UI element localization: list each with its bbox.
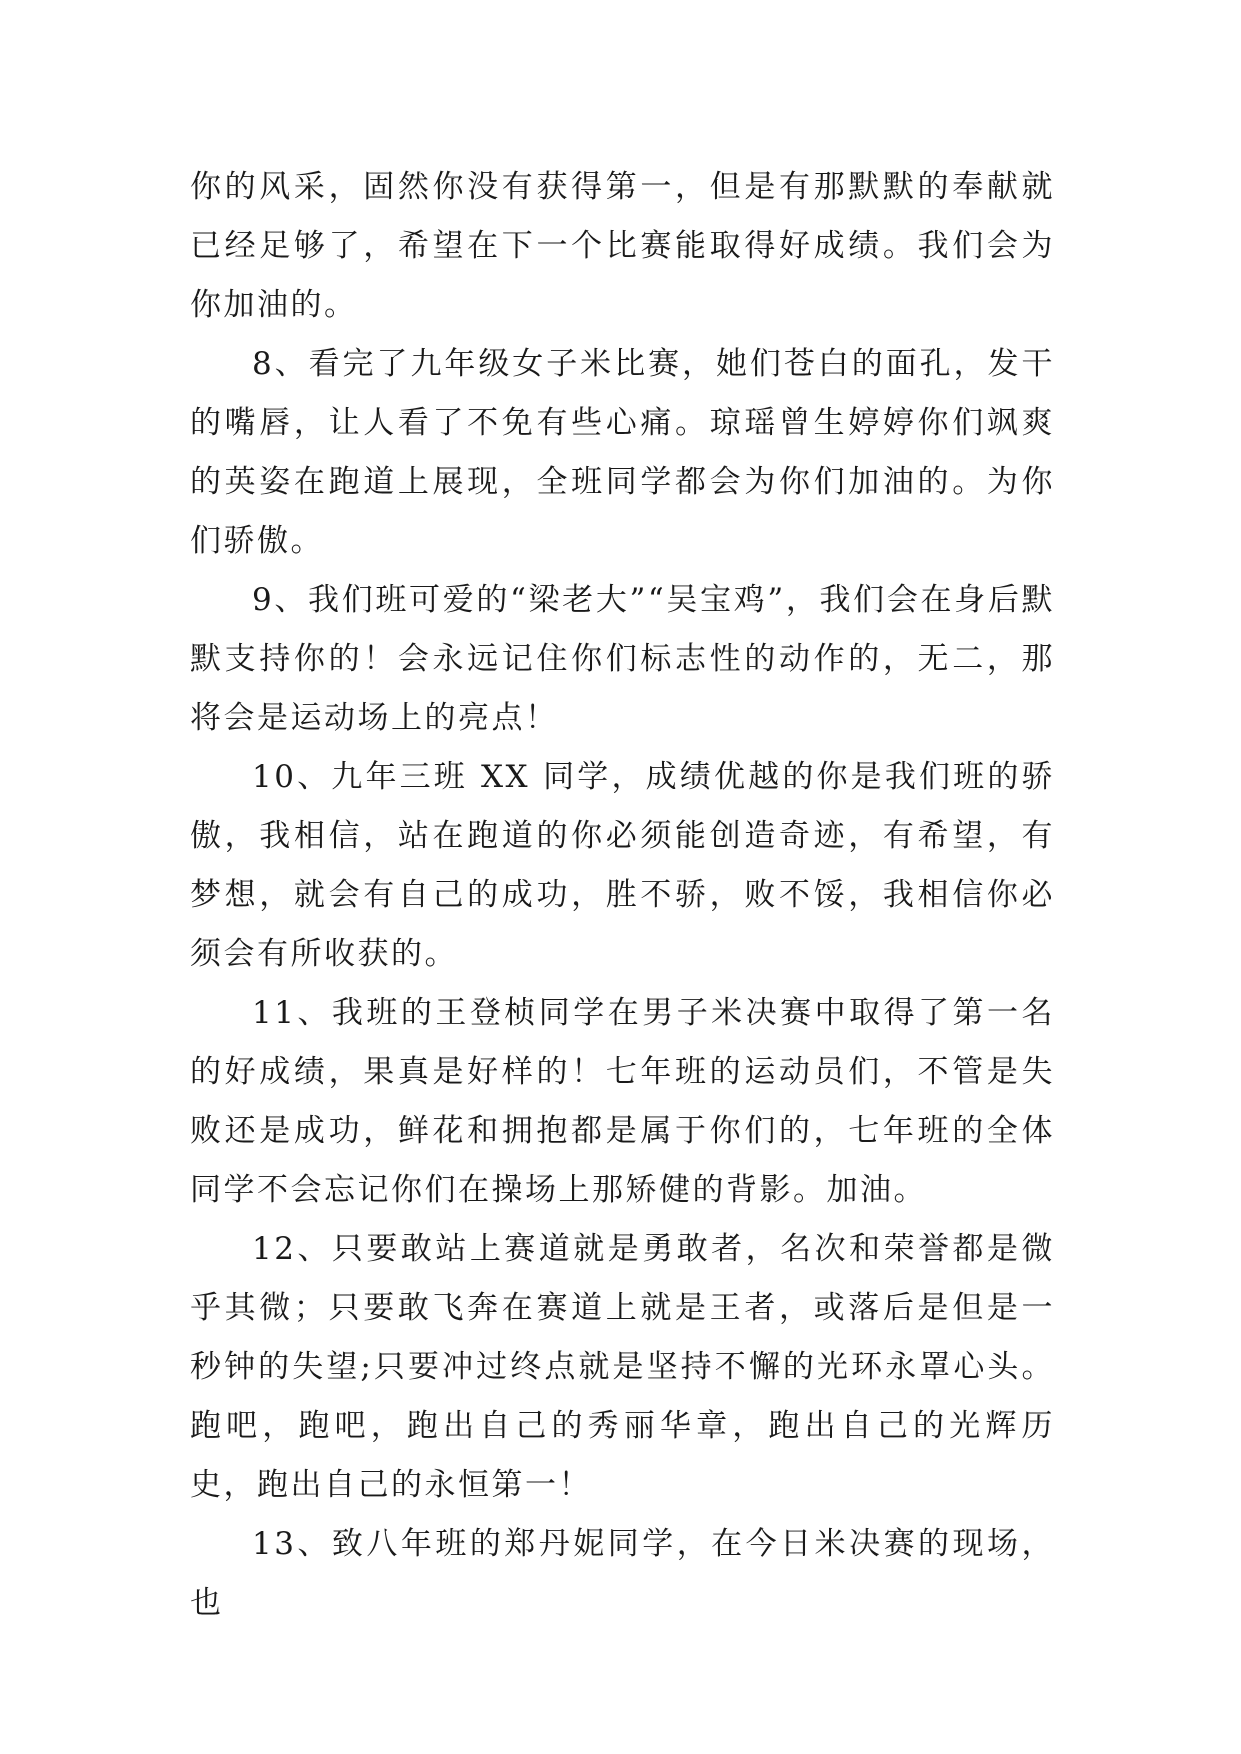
paragraph-9: 9、我们班可爱的“梁老大”“吴宝鸡”，我们会在身后默默支持你的！会永远记住你们标志性的动作的，无二，那将会是运动场上的亮点！ [190,582,1055,736]
paragraph-continued: 你的风采，固然你没有获得第一，但是有那默默的奉献就已经足够了，希望在下一个比赛能取得好成绩。我们会为你加油的。 [190,169,1055,323]
paragraph-11: 11、我班的王登桢同学在男子米决赛中取得了第一名的好成绩，果真是好样的！七年班的运动员们，不管是失败还是成功，鲜花和拥抱都是属于你们的，七年班的全体同学不会忘记你们在操场上那矫健的背影。加油。 [190,995,1055,1208]
paragraph-10: 10、九年三班 XX 同学，成绩优越的你是我们班的骄傲，我相信，站在跑道的你必须能创造奇迹，有希望，有梦想，就会有自己的成功，胜不骄，败不馁，我相信你必须会有所收获的。 [190,759,1055,972]
document-body [190,158,1055,1633]
paragraph-13: 13、致八年班的郑丹妮同学，在今日米决赛的现场，也 [190,1526,1055,1621]
paragraph-8: 8、看完了九年级女子米比赛，她们苍白的面孔，发干的嘴唇，让人看了不免有些心痛。琼瑶曾生婷婷你们飒爽的英姿在跑道上展现，全班同学都会为你们加油的。为你们骄傲。 [190,346,1055,559]
paragraph-12: 12、只要敢站上赛道就是勇敢者，名次和荣誉都是微乎其微；只要敢飞奔在赛道上就是王者，或落后是但是一秒钟的失望;只要冲过终点就是坚持不懈的光环永罩心头。跑吧，跑吧，跑出自己的秀丽华章，跑出自己的光辉历史，跑出自己的永恒第一！ [190,1231,1055,1503]
